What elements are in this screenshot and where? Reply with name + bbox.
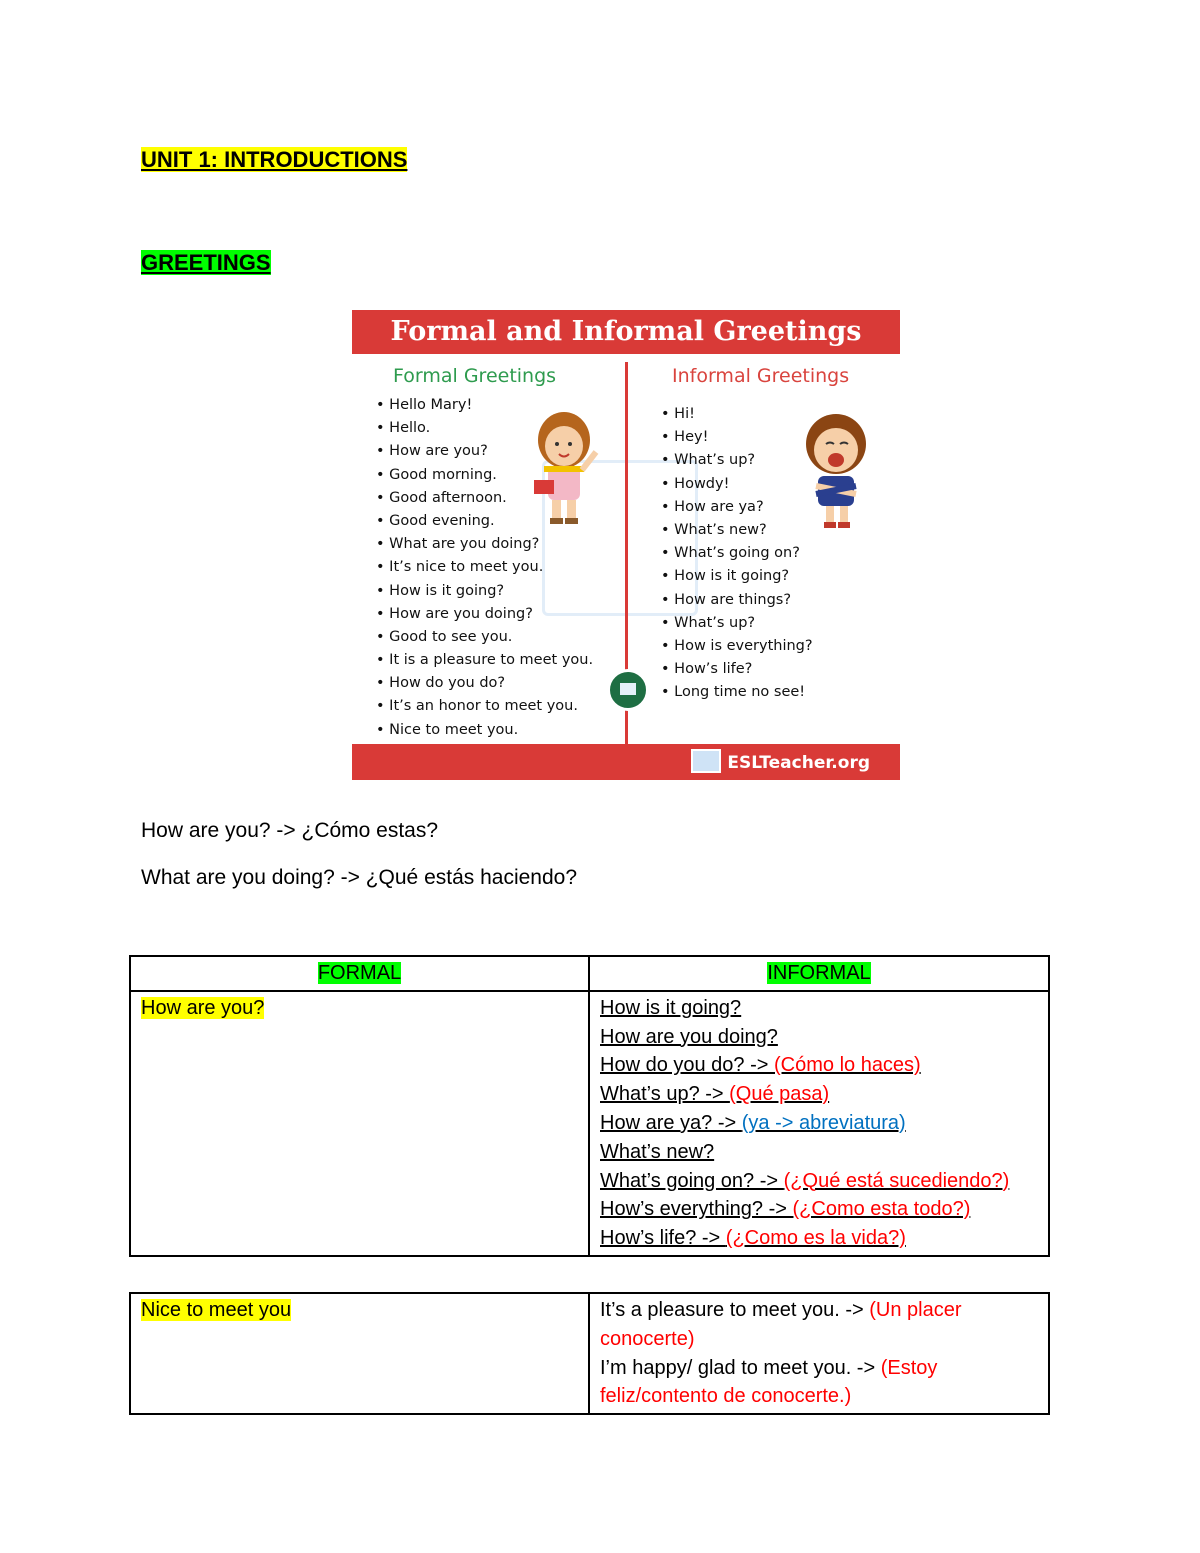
table-row <box>130 991 1049 1256</box>
infographic-footer <box>352 744 900 780</box>
list-item: • How is everything? <box>661 635 813 658</box>
informal-line: How are you doing? <box>600 1025 778 1048</box>
table-row <box>130 1293 1049 1414</box>
informal-greetings-heading: Informal Greetings <box>672 365 850 387</box>
list-item: • Hello Mary! <box>376 394 593 417</box>
list-item: • How are ya? <box>661 496 813 519</box>
list-item: • What are you doing? <box>376 533 593 556</box>
infographic-title: Formal and Informal Greetings <box>390 316 862 347</box>
book-icon <box>691 749 721 773</box>
formal-cell: How are you? <box>130 991 589 1256</box>
nice-to-meet-you-table <box>129 1292 1050 1415</box>
list-item: • Good afternoon. <box>376 487 593 510</box>
list-item: • Hi! <box>661 403 813 426</box>
formal-informal-table <box>129 955 1050 1257</box>
section-title-greetings: GREETINGS <box>141 250 271 275</box>
informal-line: How’s everything? -> (¿Como esta todo?) <box>600 1198 971 1221</box>
list-item: • Hello. <box>376 417 593 440</box>
unit-title: UNIT 1: INTRODUCTIONS <box>141 147 408 172</box>
formal-greetings-heading: Formal Greetings <box>393 365 557 387</box>
phrase-line: I’m happy/ glad to meet you. -> (Estoy feliz/contento de conocerte.) <box>600 1356 938 1408</box>
book-badge-icon <box>607 669 649 711</box>
list-item: • Nice to meet you. <box>376 719 593 742</box>
list-item: • Howdy! <box>661 473 813 496</box>
list-item: • How’s life? <box>661 658 813 681</box>
list-item: • How is it going? <box>661 565 813 588</box>
header-cell-formal: FORMAL <box>130 956 589 991</box>
right-cell <box>589 1293 1049 1414</box>
greetings-infographic <box>352 310 900 780</box>
informal-cell <box>589 991 1049 1256</box>
list-item: • It’s nice to meet you. <box>376 556 593 579</box>
list-item: • Long time no see! <box>661 681 813 704</box>
list-item: • How is it going? <box>376 580 593 603</box>
list-item: • It is a pleasure to meet you. <box>376 649 593 672</box>
list-item: • How do you do? <box>376 672 593 695</box>
list-item: • What’s going on? <box>661 542 813 565</box>
table-header-row <box>130 956 1049 991</box>
translation-line-2: What are you doing? -> ¿Qué estás haciendo? <box>141 866 578 889</box>
phrase-line: It’s a pleasure to meet you. -> (Un placer conocerte) <box>600 1299 962 1350</box>
list-item: • Good evening. <box>376 510 593 533</box>
informal-line: What’s new? <box>600 1140 715 1163</box>
list-item: • It’s an honor to meet you. <box>376 695 593 718</box>
informal-line: What’s going on? -> (¿Qué está sucediendo?) <box>600 1169 1010 1192</box>
list-item: • Good to see you. <box>376 626 593 649</box>
header-cell-informal: INFORMAL <box>589 956 1049 991</box>
informal-line: How’s life? -> (¿Como es la vida?) <box>600 1227 906 1250</box>
list-item: • How are you doing? <box>376 603 593 626</box>
list-item: • How are things? <box>661 589 813 612</box>
informal-line: How are ya? -> (ya -> abreviatura) <box>600 1111 906 1134</box>
translation-line-1: How are you? -> ¿Cómo estas? <box>141 819 439 842</box>
list-item: • How are you? <box>376 440 593 463</box>
list-item: • Hey! <box>661 426 813 449</box>
list-item: • Good morning. <box>376 464 593 487</box>
formal-girl-illustration <box>530 400 610 530</box>
infographic-banner <box>352 310 900 354</box>
brand-logo: ESLTeacher.org <box>691 751 870 775</box>
informal-line: What’s up? -> (Qué pasa) <box>600 1083 830 1106</box>
informal-line: How do you do? -> (Cómo lo haces) <box>600 1054 921 1077</box>
list-item: • What’s up? <box>661 449 813 472</box>
left-cell: Nice to meet you <box>130 1293 589 1414</box>
list-item: • What’s new? <box>661 519 813 542</box>
informal-line: How is it going? <box>600 996 742 1019</box>
informal-girl-illustration <box>790 406 880 536</box>
list-item: • What’s up? <box>661 612 813 635</box>
